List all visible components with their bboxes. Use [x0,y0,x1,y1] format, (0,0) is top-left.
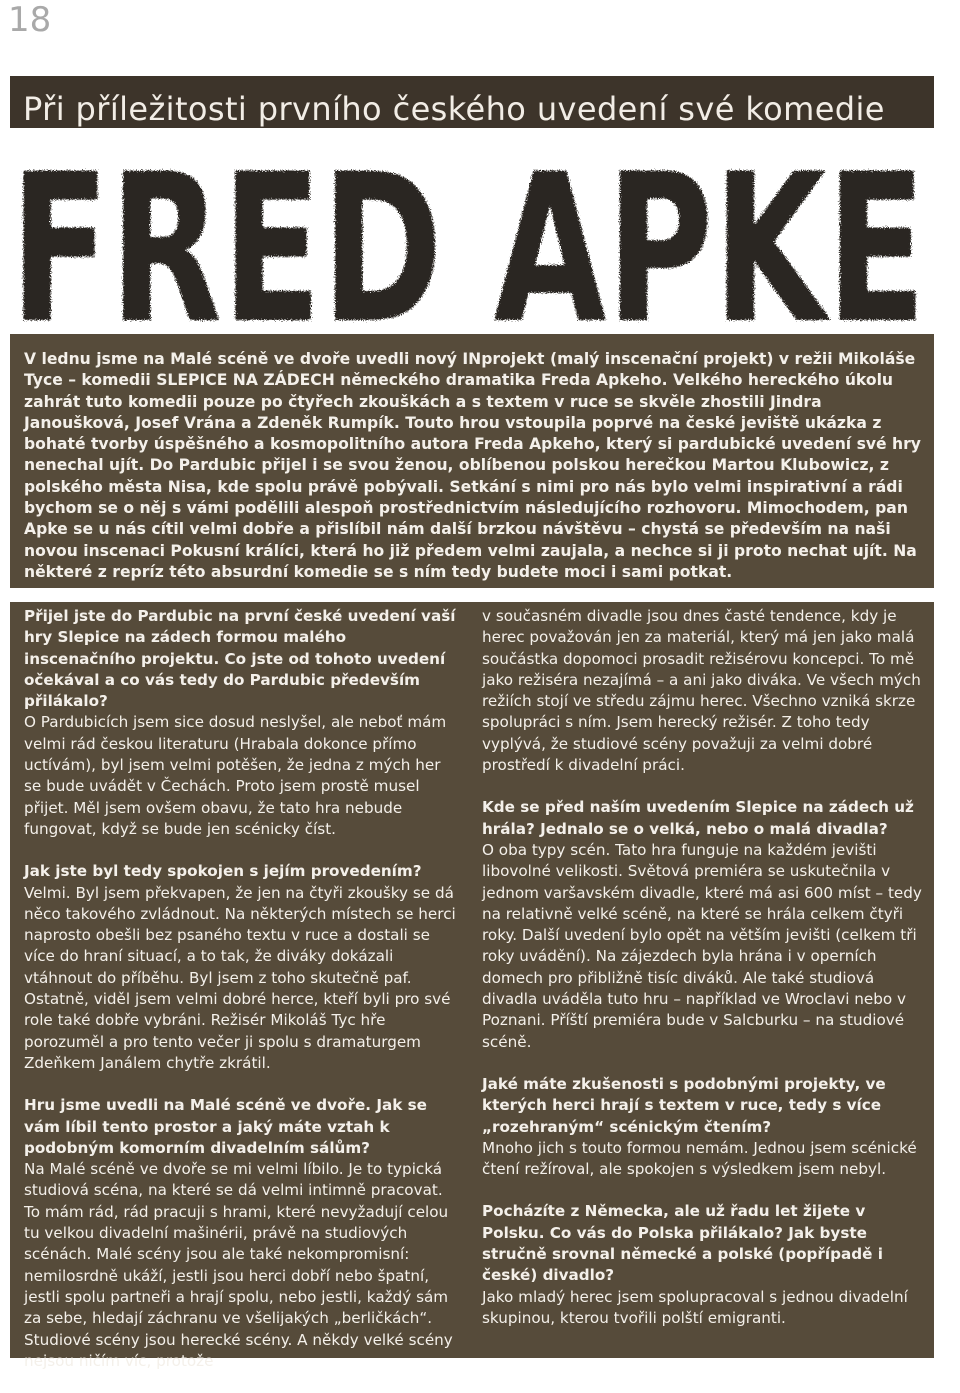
interview-answer: O oba typy scén. Tato hra funguje na každém jevišti libovolné velikosti. Světová premiéra se uskutečnila v jednom varšavském divadle, které má asi 600 míst – tedy na relativně velké scéně, na které se hrála celkem čtyři roky. Další uvedení bylo opět na větším jevišti (celkem tři roky uvádění). Na zájezdech byla hrána i v operních domech pro přibližně tisíc diváků. Ale také studiová divadla uváděla tuto hru – například ve Wroclavi nebo v Poznani. Příští premiéra bude v Salcburku – na studiové scéně. [482,840,922,1051]
interview-answer: O Pardubicích jsem sice dosud neslyšel, ale neboť mám velmi rád českou literaturu (Hrabala dokonce přímo uctívám), byl jsem velmi potěšen, že jedna z mých her se bude uvádět v Čechách. Proto jsem prostě musel přijet. Měl jsem ovšem obavu, že tato hra nebude fungovat, když se bude jen scénicky číst. [24,713,447,838]
author-name-text: FRED APKE [10,148,926,328]
interview-question: Hru jsme uvedli na Malé scéně ve dvoře. Jak se vám líbil tento prostor a jaký máte vztah k podobným komorním divadelním sálům? [24,1096,427,1157]
interview-question: Jak jste byl tedy spokojen s jejím provedením? [24,862,422,881]
left-column [24,606,456,1393]
interview-answer: v současném divadle jsou dnes časté tendence, kdy je herec považován jen za materiál, který má jen jako malá součástka dopomoci prosadit režisérovu koncepci. To mě jako režiséra nezajímá – a ani jako diváka. Ve všech mých režiích stojí ve středu zájmu herec. Všechno vzniká skrze spolupráci s ním. Jsem herecký režisér. Z toho tedy vyplývá, že studiové scény považuji za velmi dobré prostředí k divadelní práci. [482,607,921,775]
page-number: 18 [8,0,52,40]
interview-answer: Jako mladý herec jsem spolupracoval s jednou divadelní skupinou, kterou tvořili polští emigranti. [482,1287,908,1327]
section-divider [0,588,960,602]
author-name-stamp [6,148,930,328]
interview-block [482,1201,922,1329]
interview-question: Přijel jste do Pardubic na první české uvedení vaší hry Slepice na zádech formou malého inscenačního projektu. Co jste od tohoto uvedení očekával a co vás tedy do Pardubic především přilákalo? [24,607,456,711]
interview-question: Jaké máte zkušenosti s podobnými projekty, ve kterých herci hrají s textem v ruce, tedy s více „rozehraným“ scénickým čtením? [482,1074,886,1136]
right-column [482,606,922,1350]
interview-block [24,861,456,1074]
interview-block [24,1095,456,1372]
interview-question: Pocházíte z Německa, ale už řadu let žijete v Polsku. Co vás do Polska přilákalo? Jak byste stručně srovnal německé a polské (popřípadě i české) divadlo? [482,1202,883,1285]
interview-answer: Velmi. Byl jsem překvapen, že jen na čtyři zkoušky se dá něco takového zvládnout. Na některých místech se herci naprosto obešli bez psaného textu v ruce a dostali se více do hraní situací, a to tak, že diváky dokázali vtáhnout do příběhu. Byl jsem z toho skutečně paf. Ostatně, viděl jsem velmi dobré herce, kteří byli pro své role také dobře vybráni. Režisér Mikoláš Tyc hře porozuměl a pro tento večer ji spolu s dramaturgem Zdeňkem Janálem chytře zkrátil. [24,883,456,1072]
intro-paragraph: V lednu jsme na Malé scéně ve dvoře uvedli nový INprojekt (malý inscenační projekt) v režii Mikoláše Tyce – komedii SLEPICE NA ZÁDECH německého dramatika Freda Apkeho. Velkého hereckého úkolu zahrát tuto komedii pouze po čtyřech zkouškách a s textem v ruce se skvěle zhostili Jindra Janoušková, Josef Vrána a Zdeněk Rumpík. Touto hrou vstoupila poprvé na české jeviště ukázka z bohaté tvorby úspěšného a kosmopolitního autora Freda Apkeho, který si pardubické uvedení své hry nenechal ujít. Do Pardubic přijel i se svou ženou, oblíbenou polskou herečkou Martou Klubowicz, z polského města Nisa, kde spolu právě pobývali. Setkání s nimi pro nás bylo velmi inspirativní a rádi bychom se o něj s vámi podělili alespoň prostřednictvím následujícího rozhovoru. Mimochodem, pan Apke se u nás cítil velmi dobře a přislíbil nám další brzkou návštěvu – chystá se především na naši novou inscenaci Pokusní králíci, která ho již předem velmi zaujala, a nechce si ji proto nechat ujít. Na některé z repríz této absurdní komedie se s ním tedy budete moci i sami potkat. [24,350,921,581]
interview-block [482,1074,922,1180]
interview-block [482,606,922,776]
interview-answer: Mnoho jich s touto formou nemám. Jednou jsem scénické čtení režíroval, ale spokojen s výsledkem jsem nebyl. [482,1138,917,1179]
interview-block [482,797,922,1053]
interview-answer: Na Malé scéně ve dvoře se mi velmi líbilo. Je to typická studiová scéna, na které se dá velmi intimně pracovat. To mám rád, rád pracuji s hrami, které nevyžadují celou tu velkou divadelní mašinérii, právě na studiových scénách. Malé scény jsou ale také nekompromisní: nemilosrdně ukáží, jestli jsou herci dobří nebo špatní, jestli spolu partneři a hrají spolu, nebo jestli, každý sám za sebe, hledají záchranu ve všelijakých „berličkách“. Studiové scény jsou herecké scény. A někdy velké scény nejsou ničím víc, protože [24,1160,453,1370]
interview-block [24,606,456,840]
title-line-1: Při příležitosti prvního českého uvedení své komedie [23,90,885,128]
interview-question: Kde se před naším uvedením Slepice na zádech už hrála? Jednalo se o velká, nebo o malá divadla? [482,798,914,838]
